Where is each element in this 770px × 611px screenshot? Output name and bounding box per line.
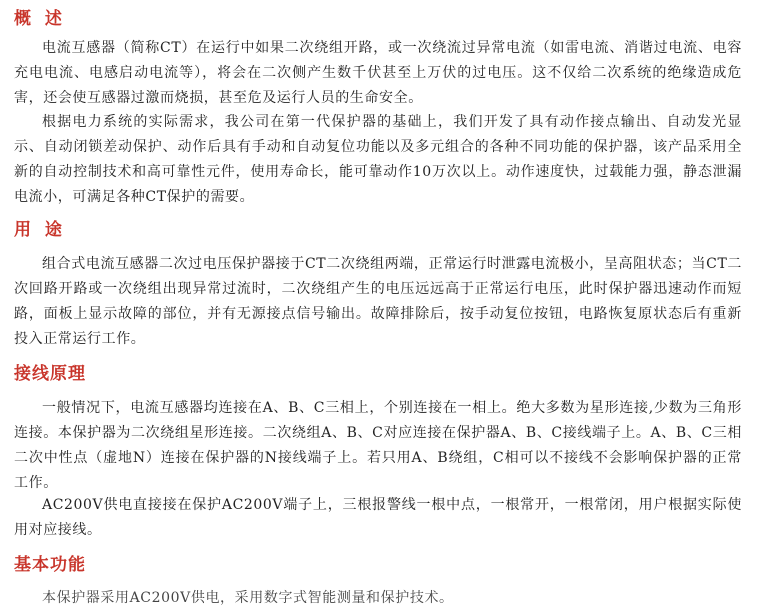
- basic-functions-paragraph: 本保护器采用AC200V供电，采用数字式智能测量和保护技术。: [42, 590, 454, 606]
- wiring-paragraph-1: 一般情况下，电流互感器均连接在A、B、C三相上，个别连接在一相上。绝大多数为星形连接,少数为三角形连接。本保护器为二次绕组星形连接。二次绕组A、B、C对应连接在保护器A、B、C接线端子上。A、B、C三相二次中性点（虚地N）连接在保护器的N接线端子上。若只用A、B绕组，C相可以不接线不会影响保护器的正常工作。: [14, 400, 742, 491]
- section-title-wiring: 接线原理: [14, 364, 86, 384]
- overview-paragraph-2: 根据电力系统的实际需求，我公司在第一代保护器的基础上，我们开发了具有动作接点输出、自动发光显示、自动闭锁差动保护、动作后具有手动和自动复位功能以及多元组合的各种不同功能的保护器，该产品采用全新的自动控制技术和高可靠性元件，使用寿命长，能可靠动作10万次以上。动作速度快，过载能力强，静态泄漏电流小，可满足各种CT保护的需要。: [14, 114, 742, 205]
- section-title-overview: 概 述: [14, 9, 66, 29]
- overview-paragraph-1: 电流互感器（简称CT）在运行中如果二次绕组开路，或一次绕流过异常电流（如雷电流、消谐过电流、电容充电电流、电感启动电流等），将会在二次侧产生数千伏甚至上万伏的过电压。这不仅给二次系统的绝缘造成危害，还会使互感器过激而烧损，甚至危及运行人员的生命安全。: [14, 40, 742, 106]
- usage-paragraph: 组合式电流互感器二次过电压保护器接于CT二次绕组两端，正常运行时泄露电流极小，呈高阻状态；当CT二次回路开路或一次绕组出现异常过流时，二次绕组产生的电压远远高于正常运行电压，此时保护器迅速动作而短路，面板上显示故障的部位，并有无源接点信号输出。故障排除后，按手动复位按钮，电路恢复原状态后有重新投入正常运行工作。: [14, 256, 742, 347]
- section-title-usage: 用 途: [14, 220, 66, 240]
- wiring-paragraph-2: AC200V供电直接接在保护AC200V端子上，三根报警线一根中点，一根常开，一根常闭，用户根据实际使用对应接线。: [14, 497, 742, 538]
- section-title-basic-functions: 基本功能: [14, 555, 86, 575]
